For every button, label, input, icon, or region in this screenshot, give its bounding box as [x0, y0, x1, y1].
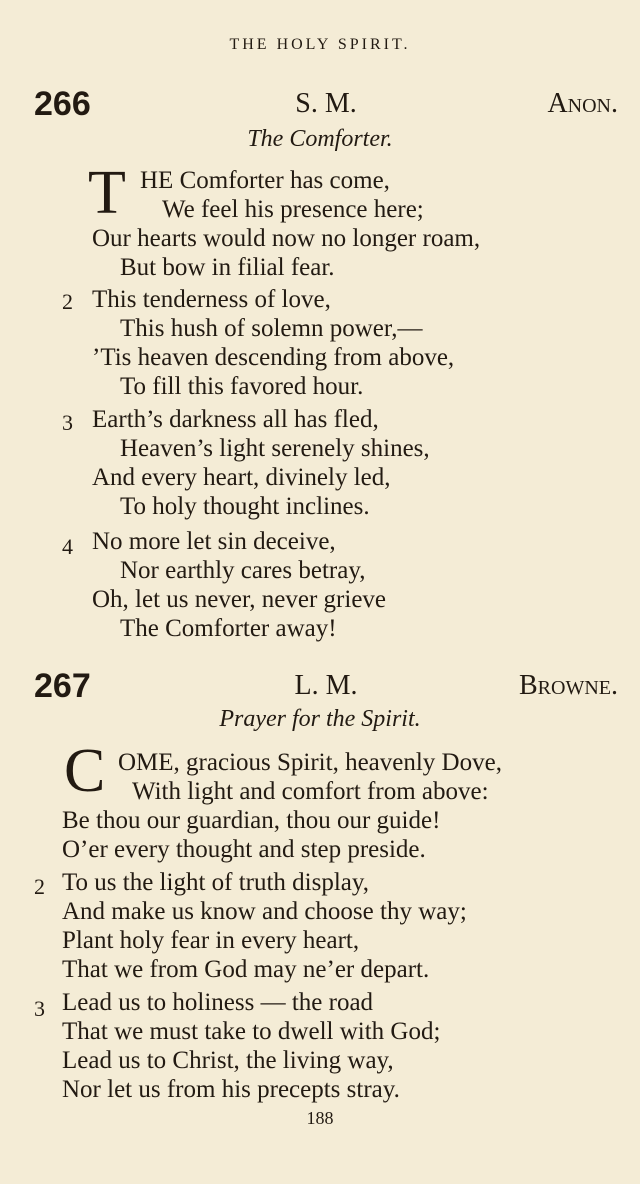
verse-line: This hush of solemn power,— [120, 315, 423, 342]
verse-line: Earth’s darkness all has fled, [92, 406, 379, 433]
page-number: 188 [306, 1108, 334, 1128]
verse-line: With light and comfort from above: [132, 778, 489, 805]
hymn-author: Anon. [547, 88, 618, 119]
running-head: THE HOLY SPIRIT. [229, 36, 411, 53]
hymn-number: 267 [34, 667, 91, 705]
verse-line: The Comforter away! [120, 615, 337, 642]
verse-line: Lead us to holiness — the road [62, 989, 374, 1016]
verse-line: That we must take to dwell with God; [62, 1018, 441, 1045]
verse-line: Plant holy fear in every heart, [62, 927, 360, 954]
verse-line: To holy thought inclines. [120, 493, 370, 520]
verse-number: 3 [34, 996, 45, 1021]
verse-line: Our hearts would now no longer roam, [92, 225, 481, 252]
verse-number: 2 [62, 289, 73, 314]
verse-line: Lead us to Christ, the living way, [62, 1047, 394, 1074]
verse-line: OME, gracious Spirit, heavenly Dove, [118, 749, 502, 776]
verse-line: No more let sin deceive, [92, 528, 336, 555]
verse-line: And every heart, divinely led, [92, 464, 391, 491]
verse-line: ’Tis heaven descending from above, [92, 344, 455, 371]
hymn-title: The Comforter. [247, 126, 393, 152]
verse-line: To us the light of truth display, [62, 869, 370, 896]
hymn-267-header [34, 666, 618, 706]
hymn-title: Prayer for the Spirit. [219, 706, 421, 732]
drop-cap: C [64, 737, 106, 805]
hymn-number: 266 [34, 85, 91, 123]
verse-line: Heaven’s light serenely shines, [120, 435, 430, 462]
verse-line: Nor let us from his precepts stray. [62, 1076, 400, 1103]
hymn-author: Browne. [519, 670, 618, 701]
verse-line: And make us know and choose thy way; [62, 898, 467, 925]
verse-number: 3 [62, 410, 73, 435]
verse-line: This tenderness of love, [92, 286, 331, 313]
verse-line: HE Comforter has come, [140, 167, 390, 194]
hymn-266-header [34, 84, 618, 124]
drop-cap: T [88, 159, 126, 227]
hymn-meter: L. M. [294, 670, 358, 701]
verse-number: 2 [34, 874, 45, 899]
verse-line: That we from God may ne’er depart. [62, 956, 430, 983]
verse-line: But bow in filial fear. [120, 254, 335, 281]
verse-line: Nor earthly cares betray, [120, 557, 366, 584]
hymn-meter: S. M. [295, 88, 357, 119]
verse-line: Oh, let us never, never grieve [92, 586, 387, 613]
verse-line: Be thou our guardian, thou our guide! [62, 807, 441, 834]
verse-number: 4 [62, 534, 73, 559]
verse-line: We feel his presence here; [162, 196, 424, 223]
verse-line: O’er every thought and step preside. [62, 836, 426, 863]
verse-line: To fill this favored hour. [120, 373, 364, 400]
